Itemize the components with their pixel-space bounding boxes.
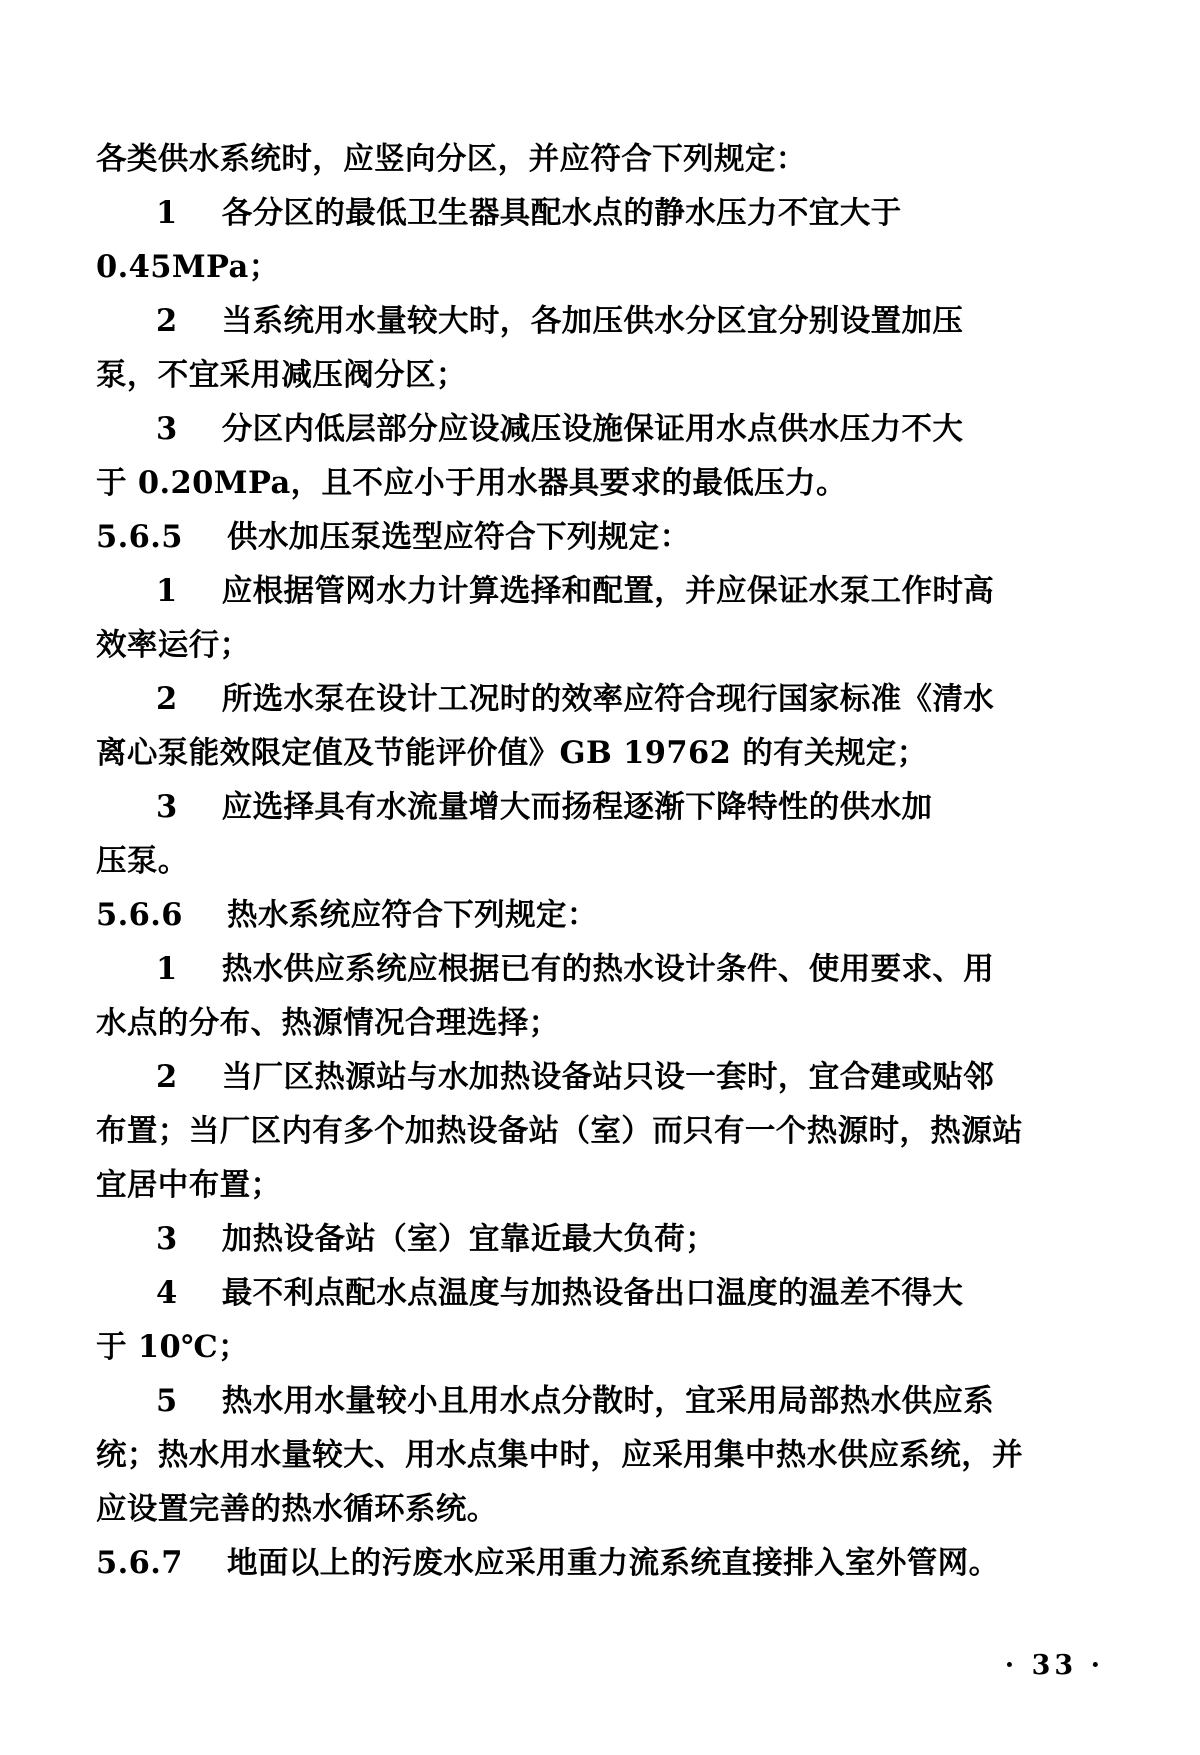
text-line: 泵，不宜采用减压阀分区；: [96, 357, 467, 393]
clause-5-6-5: 5.6.5 供水加压泵选型应符合下列规定：: [96, 519, 691, 555]
text-line: 3 加热设备站（室）宜靠近最大负荷；: [156, 1221, 717, 1257]
page-number-value: 33: [1031, 1650, 1078, 1681]
text-line: 2 当系统用水量较大时，各加压供水分区宜分别设置加压: [156, 303, 964, 339]
page-number-marker-left: ·: [1004, 1650, 1019, 1681]
text-line: 压泵。: [96, 843, 189, 879]
text-line: 宜居中布置；: [96, 1167, 282, 1203]
text-line: 0.45MPa；: [96, 249, 280, 285]
text-line: 2 所选水泵在设计工况时的效率应符合现行国家标准《清水: [156, 681, 995, 717]
text-line: 各类供水系统时，应竖向分区，并应符合下列规定：: [96, 141, 807, 177]
clause-5-6-6: 5.6.6 热水系统应符合下列规定：: [96, 897, 598, 933]
text-line: 4 最不利点配水点温度与加热设备出口温度的温差不得大: [156, 1275, 964, 1311]
text-line: 3 分区内低层部分应设减压设施保证用水点供水压力不大: [156, 411, 964, 447]
text-line: 5 热水用水量较小且用水点分散时，宜采用局部热水供应系: [156, 1383, 995, 1419]
page-number-marker-right: ·: [1090, 1650, 1104, 1681]
text-line: 1 各分区的最低卫生器具配水点的静水压力不宜大于: [156, 195, 902, 231]
page-body-text: [96, 132, 1096, 1590]
text-line: 于 10℃；: [96, 1329, 250, 1365]
text-line: 于 0.20MPa，且不应小于用水器具要求的最低压力。: [96, 465, 847, 501]
page-number: [1005, 1650, 1104, 1681]
text-line: 效率运行；: [96, 627, 251, 663]
text-line: 2 当厂区热源站与水加热设备站只设一套时，宜合建或贴邻: [156, 1059, 995, 1095]
text-line: 水点的分布、热源情况合理选择；: [96, 1005, 560, 1041]
text-line: 应设置完善的热水循环系统。: [96, 1491, 498, 1527]
clause-5-6-7: 5.6.7 地面以上的污废水应采用重力流系统直接排入室外管网。: [96, 1545, 1000, 1581]
text-line: 3 应选择具有水流量增大而扬程逐渐下降特性的供水加: [156, 789, 933, 825]
text-line: 离心泵能效限定值及节能评价值》GB 19762 的有关规定；: [96, 735, 928, 771]
text-line: 布置；当厂区内有多个加热设备站（室）而只有一个热源时，热源站: [96, 1113, 1023, 1149]
text-line: 1 应根据管网水力计算选择和配置，并应保证水泵工作时高: [156, 573, 995, 609]
text-line: 1 热水供应系统应根据已有的热水设计条件、使用要求、用: [156, 951, 995, 987]
text-line: 统；热水用水量较大、用水点集中时，应采用集中热水供应系统，并: [96, 1437, 1023, 1473]
